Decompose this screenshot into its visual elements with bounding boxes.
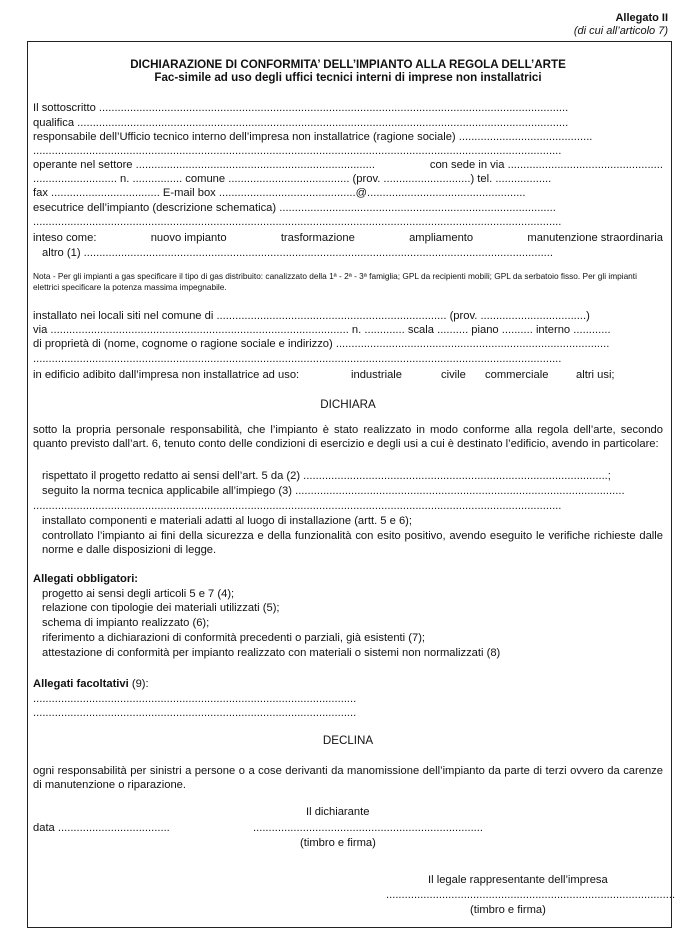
dotted-line[interactable]: ..........................................................................................................................................................................: [33, 145, 562, 157]
field-via[interactable]: via ................................................................................................ n. ............. scala .......... piano .......... interno ............: [33, 324, 611, 336]
timbro-firma-label: (timbro e firma): [470, 904, 546, 916]
field-sede[interactable]: con sede in via ..................................................: [429, 159, 663, 171]
inteso-row: [33, 231, 663, 245]
edificio-label: in edificio adibito dall’impresa non installatrice ad uso:: [33, 369, 300, 381]
field-esecutrice[interactable]: esecutrice dell’impianto (descrizione schematica) .........................................................................................: [33, 202, 556, 214]
option-civile[interactable]: civile: [441, 369, 466, 381]
allegato-header: [574, 12, 668, 38]
legale-rappresentante-label: Il legale rappresentante dell’impresa: [428, 874, 608, 886]
declina-heading: DECLINA: [322, 734, 374, 747]
field-facoltativo-1[interactable]: ........................................................................................................: [33, 693, 357, 705]
allegati-facoltativi-heading: [33, 677, 663, 691]
field-installato-comune[interactable]: installato nei locali siti nel comune di .......................................................................... (prov. ..................................): [33, 310, 590, 322]
dotted-line[interactable]: ..........................................................................................................................................................................: [33, 353, 562, 365]
allegati-facoltativi-label: Allegati facoltativi: [33, 678, 129, 690]
dichiara-heading: DICHIARA: [320, 398, 376, 411]
field-qualifica[interactable]: qualifica ..............................................................................................................................................................: [33, 117, 569, 129]
dotted-line[interactable]: ..........................................................................................................................................................................: [33, 500, 562, 512]
option-commerciale[interactable]: commerciale: [485, 369, 549, 381]
option-nuovo-impianto[interactable]: nuovo impianto: [150, 232, 227, 244]
allegato-label: Allegato II: [615, 12, 668, 24]
field-sottoscritto[interactable]: Il sottoscritto .......................................................................................................................................................: [33, 102, 569, 114]
field-data[interactable]: data ....................................: [33, 822, 170, 834]
allegato-obbligatorio-item: relazione con tipologie dei materiali utilizzati (5);: [42, 602, 280, 614]
field-seguito[interactable]: seguito la norma tecnica applicabile all’impiego (3) ..........................................................................................................: [42, 485, 625, 497]
field-responsabile[interactable]: responsabile dell’Ufficio tecnico interno dell’impresa non installatrice (ragione sociale) ...........................................: [33, 131, 593, 143]
inteso-label: inteso come:: [33, 232, 97, 244]
allegati-facoltativi-suffix: (9):: [131, 678, 149, 690]
option-altri-usi[interactable]: altri usi;: [576, 369, 615, 381]
allegato-obbligatorio-item: progetto ai sensi degli articoli 5 e 7 (4);: [42, 588, 235, 600]
field-settore[interactable]: operante nel settore .............................................................................: [33, 159, 375, 171]
dichiara-intro: sotto la propria personale responsabilità, che l’impianto è stato realizzato in modo conforme alla regola dell’arte, secondo quanto previsto dall’art. 6, tenuto conto delle condizioni di esercizio e degli usi a cui è destinato l’edificio, avendo in particolare:: [33, 424, 663, 450]
option-trasformazione[interactable]: trasformazione: [280, 232, 355, 244]
allegato-obbligatorio-item: attestazione di conformità per impianto realizzato con materiali o sistemi non normalizzati (8): [42, 647, 501, 659]
field-indirizzo[interactable]: ........................... n. ................ comune ....................................... (prov. ............................) tel. ..................: [33, 173, 552, 185]
declina-text: ogni responsabilità per sinistri a persone o a cose derivanti da manomissione dell’impianto da parte di terzi ovvero da carenze di manutenzione o riparazione.: [33, 765, 663, 791]
option-manutenzione[interactable]: manutenzione straordinaria: [527, 232, 663, 244]
edificio-row: [33, 368, 663, 382]
allegato-obbligatorio-item: riferimento a dichiarazioni di conformità precedenti o parziali, già esistenti (7);: [42, 632, 426, 644]
field-settore-row: [33, 158, 663, 172]
field-proprieta[interactable]: di proprietà di (nome, cognome o ragione sociale e indirizzo) ........................................................................................: [33, 338, 610, 350]
dichiarante-label: Il dichiarante: [306, 806, 370, 818]
document-title: DICHIARAZIONE DI CONFORMITA’ DELL’IMPIANTO ALLA REGOLA DELL’ARTE: [130, 58, 566, 71]
field-firma-dichiarante[interactable]: ..........................................................................: [253, 822, 484, 834]
field-fax-email[interactable]: fax ................................... E-mail box ............................................@...................................................: [33, 187, 526, 199]
field-altro[interactable]: altro (1) .......................................................................................................................................................: [42, 247, 553, 259]
dichiara-controllato: controllato l’impianto ai fini della sicurezza e della funzionalità con esito positivo, avendo eseguito le verifiche richieste dalle norme e dalle disposizioni di legge.: [42, 530, 663, 556]
field-firma-legale[interactable]: .............................................................................................: [386, 889, 676, 901]
field-facoltativo-2[interactable]: ........................................................................................................: [33, 707, 357, 719]
allegato-riferimento: (di cui all’articolo 7): [573, 25, 668, 37]
allegato-obbligatorio-item: schema di impianto realizzato (6);: [42, 617, 210, 629]
field-rispettato[interactable]: rispettato il progetto redatto ai sensi dell’art. 5 da (2) ..................................................................................................;: [42, 470, 611, 482]
dotted-line[interactable]: ..........................................................................................................................................................................: [33, 216, 562, 228]
dichiara-installato-componenti: installato componenti e materiali adatti al luogo di installazione (artt. 5 e 6);: [42, 515, 413, 527]
document-subtitle: Fac-simile ad uso degli uffici tecnici interni di imprese non installatrici: [154, 71, 542, 84]
option-ampliamento[interactable]: ampliamento: [409, 232, 474, 244]
option-industriale[interactable]: industriale: [351, 369, 402, 381]
timbro-firma-label: (timbro e firma): [300, 837, 376, 849]
allegati-obbligatori-heading: Allegati obbligatori:: [33, 573, 139, 585]
nota: Nota - Per gli impianti a gas specificare il tipo di gas distribuito: canalizzato della 1ª - 2ª - 3ª famiglia; GPL da recipienti mobili; GPL da serbatoio fisso. Per gli impianti elettrici specificare la potenza massima impegnabile.: [33, 271, 637, 292]
